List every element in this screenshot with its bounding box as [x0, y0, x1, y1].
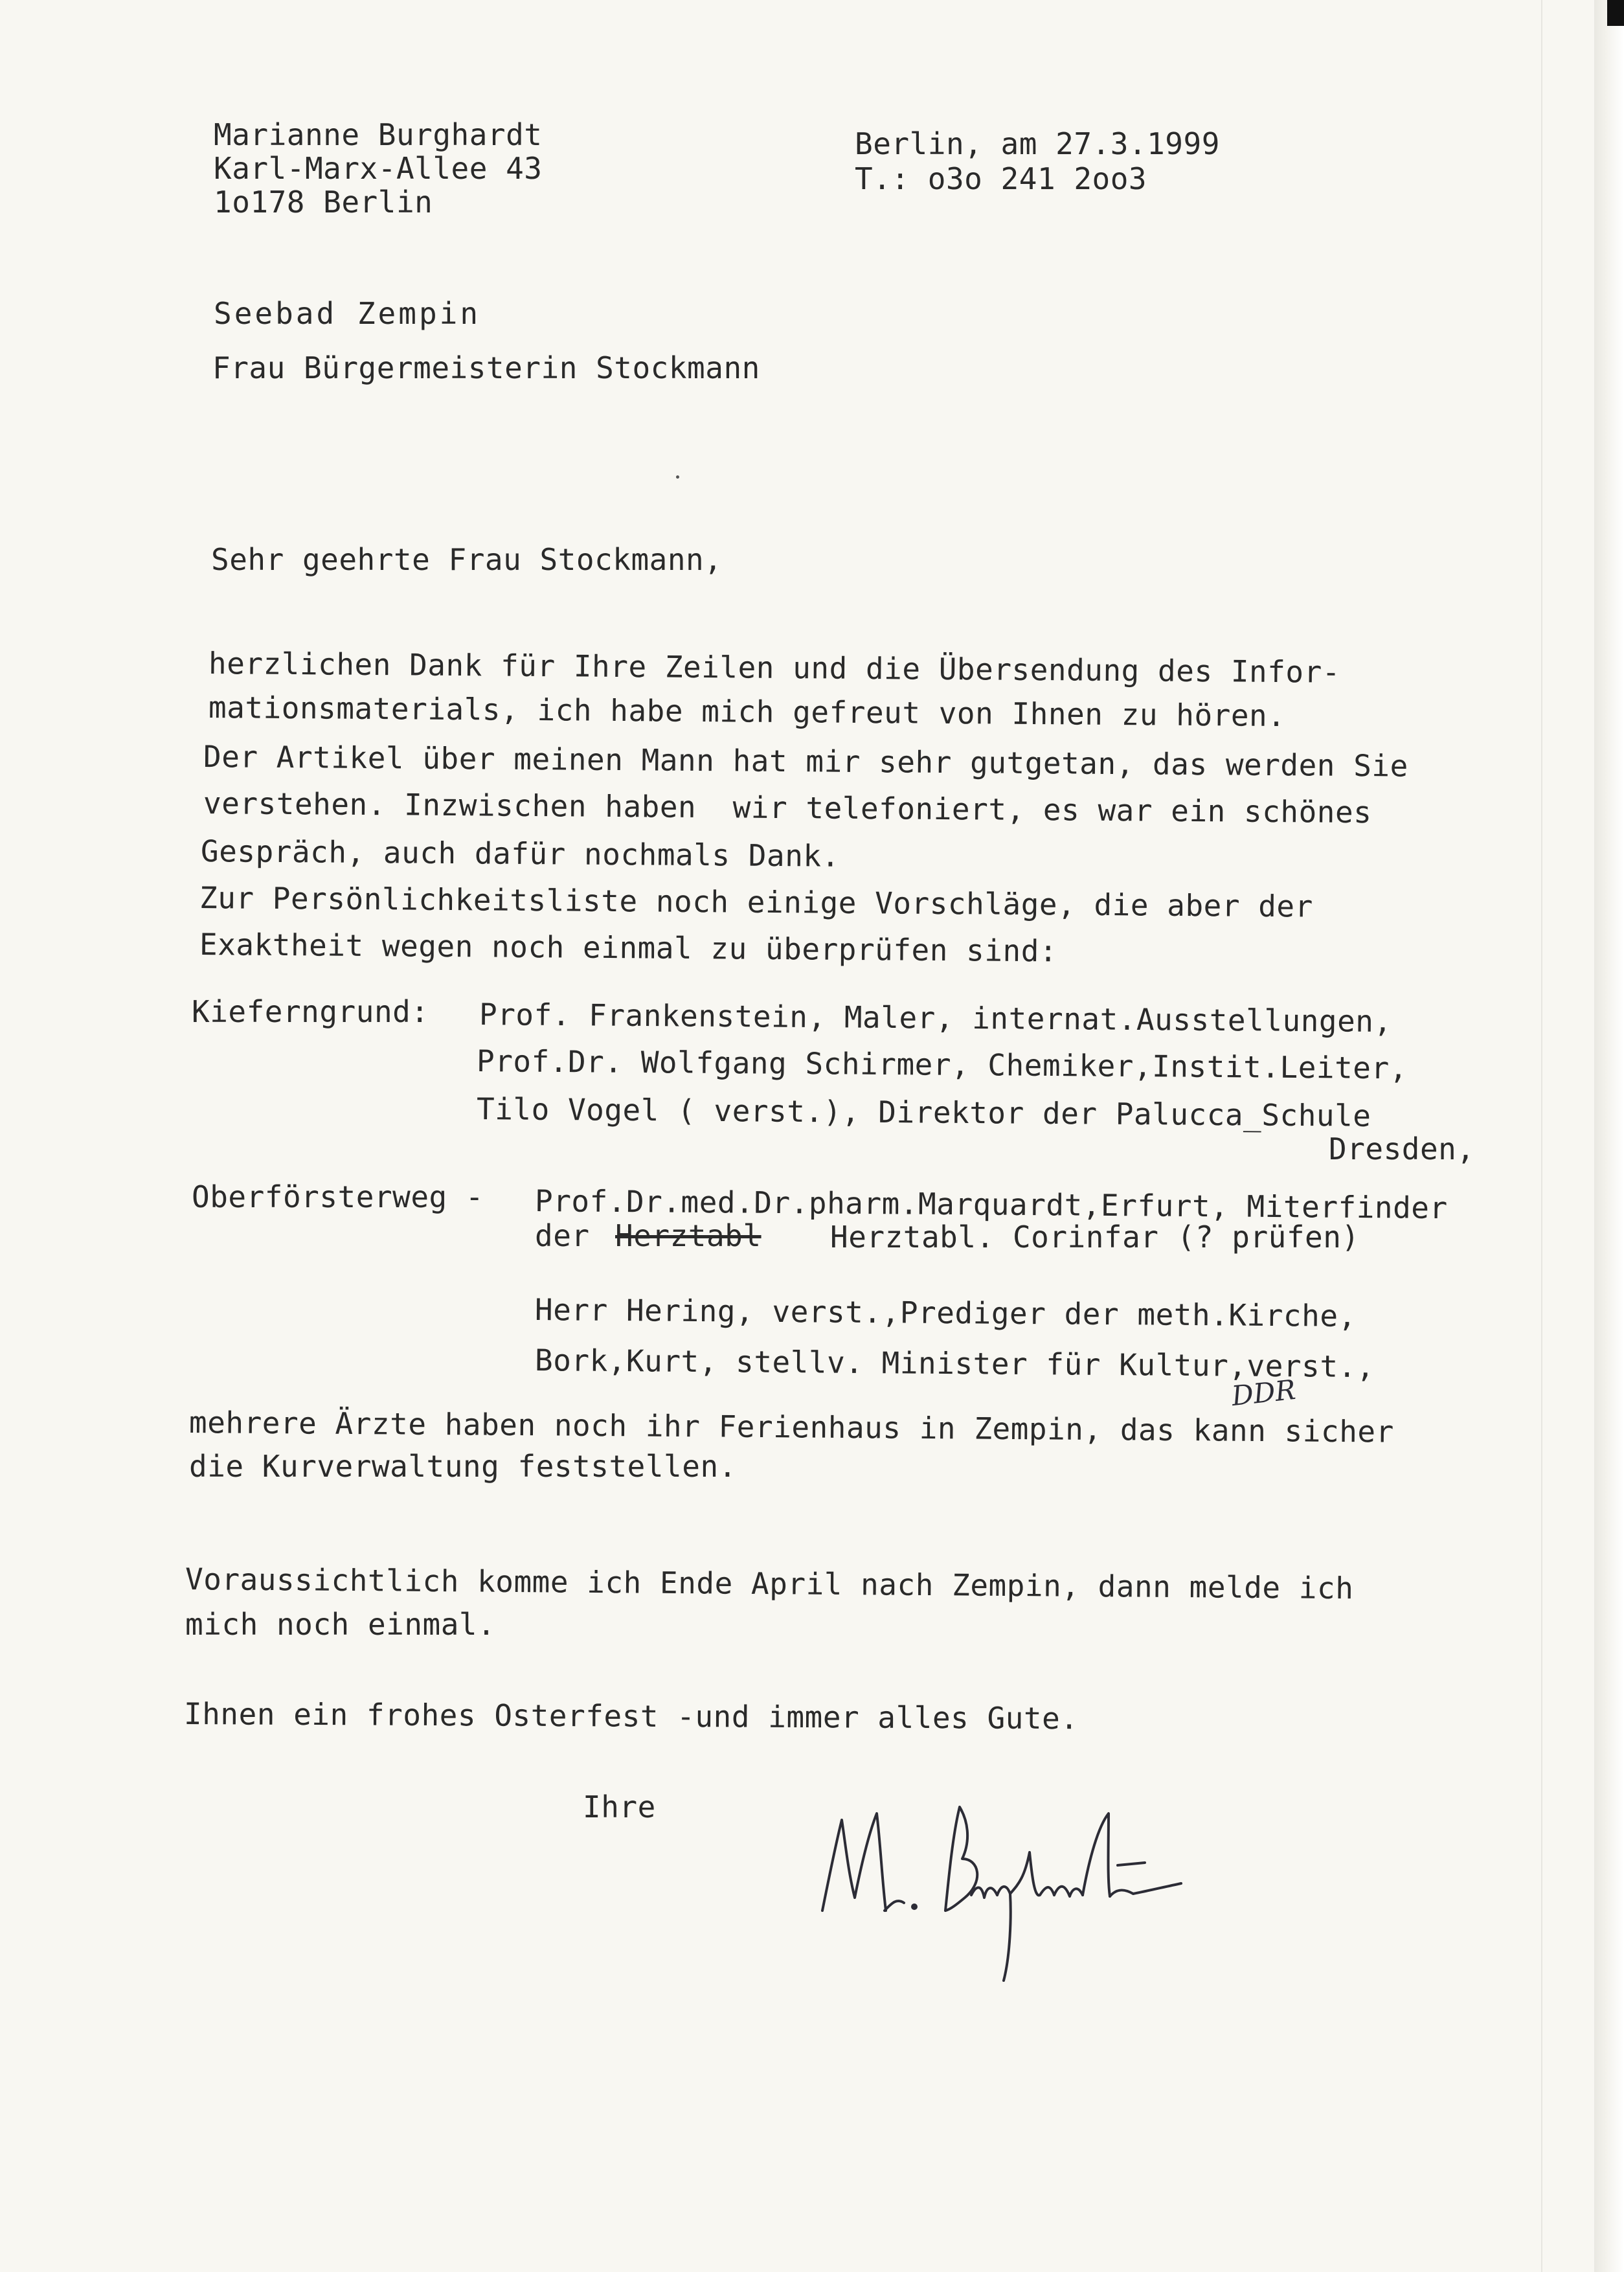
- list-item: Prof.Dr.med.Dr.pharm.Marquardt,Erfurt, Miterfinder: [534, 1183, 1448, 1226]
- sender-street: Karl-Marx-Allee 43: [214, 151, 543, 186]
- body-line: herzlichen Dank für Ihre Zeilen und die Übersendung des Infor-: [208, 646, 1341, 690]
- body-line: Gespräch, auch dafür nochmals Dank.: [200, 834, 840, 874]
- recipient-line1: Seebad Zempin: [214, 296, 481, 331]
- body-line: mehrere Ärzte haben noch ihr Ferienhaus in Zempin, das kann sicher: [188, 1405, 1394, 1449]
- list-item: Dresden,: [1329, 1131, 1475, 1166]
- list-label-oberfoersterweg: Oberförsterweg -: [192, 1179, 484, 1214]
- salutation: Sehr geehrte Frau Stockmann,: [211, 542, 723, 577]
- sender-name: Marianne Burghardt: [214, 117, 543, 152]
- body-line: verstehen. Inzwischen haben wir telefoniert, es war ein schönes: [203, 786, 1372, 830]
- paper-fold: [1541, 0, 1542, 2272]
- handwritten-note: DDR: [1230, 1373, 1298, 1413]
- body-line: Zur Persönlichkeitsliste noch einige Vorschläge, die aber der: [199, 880, 1314, 924]
- closing-wish: Ihnen ein frohes Osterfest -und immer alles Gute.: [183, 1696, 1079, 1736]
- body-line: mationsmaterials, ich habe mich gefreut von Ihnen zu hören.: [208, 690, 1286, 734]
- list-item: Tilo Vogel ( verst.), Direktor der Palucca_Schule: [476, 1091, 1371, 1133]
- body-line: die Kurverwaltung feststellen.: [189, 1449, 737, 1484]
- list-item: Herztabl. Corinfar (? prüfen): [830, 1220, 1360, 1255]
- list-item: Bork,Kurt, stellv. Minister für Kultur,verst.,: [534, 1343, 1375, 1385]
- list-item: der: [535, 1218, 590, 1253]
- phone-number: T.: o3o 241 2oo3: [855, 161, 1147, 196]
- struck-word: Herztabl: [615, 1218, 761, 1253]
- sender-city: 1o178 Berlin: [214, 185, 433, 220]
- list-item: Prof.Dr. Wolfgang Schirmer, Chemiker,Instit.Leiter,: [476, 1043, 1408, 1086]
- list-item: Prof. Frankenstein, Maler, internat.Ausstellungen,: [479, 997, 1392, 1039]
- recipient-line2: Frau Bürgermeisterin Stockmann: [212, 350, 760, 385]
- body-line: mich noch einmal.: [185, 1607, 496, 1642]
- list-item: Herr Hering, verst.,Prediger der meth.Kirche,: [534, 1292, 1357, 1334]
- signature-mark: [809, 1775, 1224, 1982]
- list-label-kieferngrund: Kieferngrund:: [192, 994, 429, 1029]
- body-line: Exaktheit wegen noch einmal zu überprüfen sind:: [199, 927, 1058, 969]
- body-line: Voraussichtlich komme ich Ende April nach Zempin, dann melde ich: [185, 1562, 1354, 1606]
- scan-edge: [1594, 0, 1624, 2272]
- body-line: Der Artikel über meinen Mann hat mir sehr gutgetan, das werden Sie: [203, 739, 1408, 784]
- scan-corner: [1607, 0, 1624, 26]
- closing: Ihre: [583, 1789, 656, 1824]
- speck: [676, 475, 679, 479]
- place-date: Berlin, am 27.3.1999: [855, 126, 1220, 161]
